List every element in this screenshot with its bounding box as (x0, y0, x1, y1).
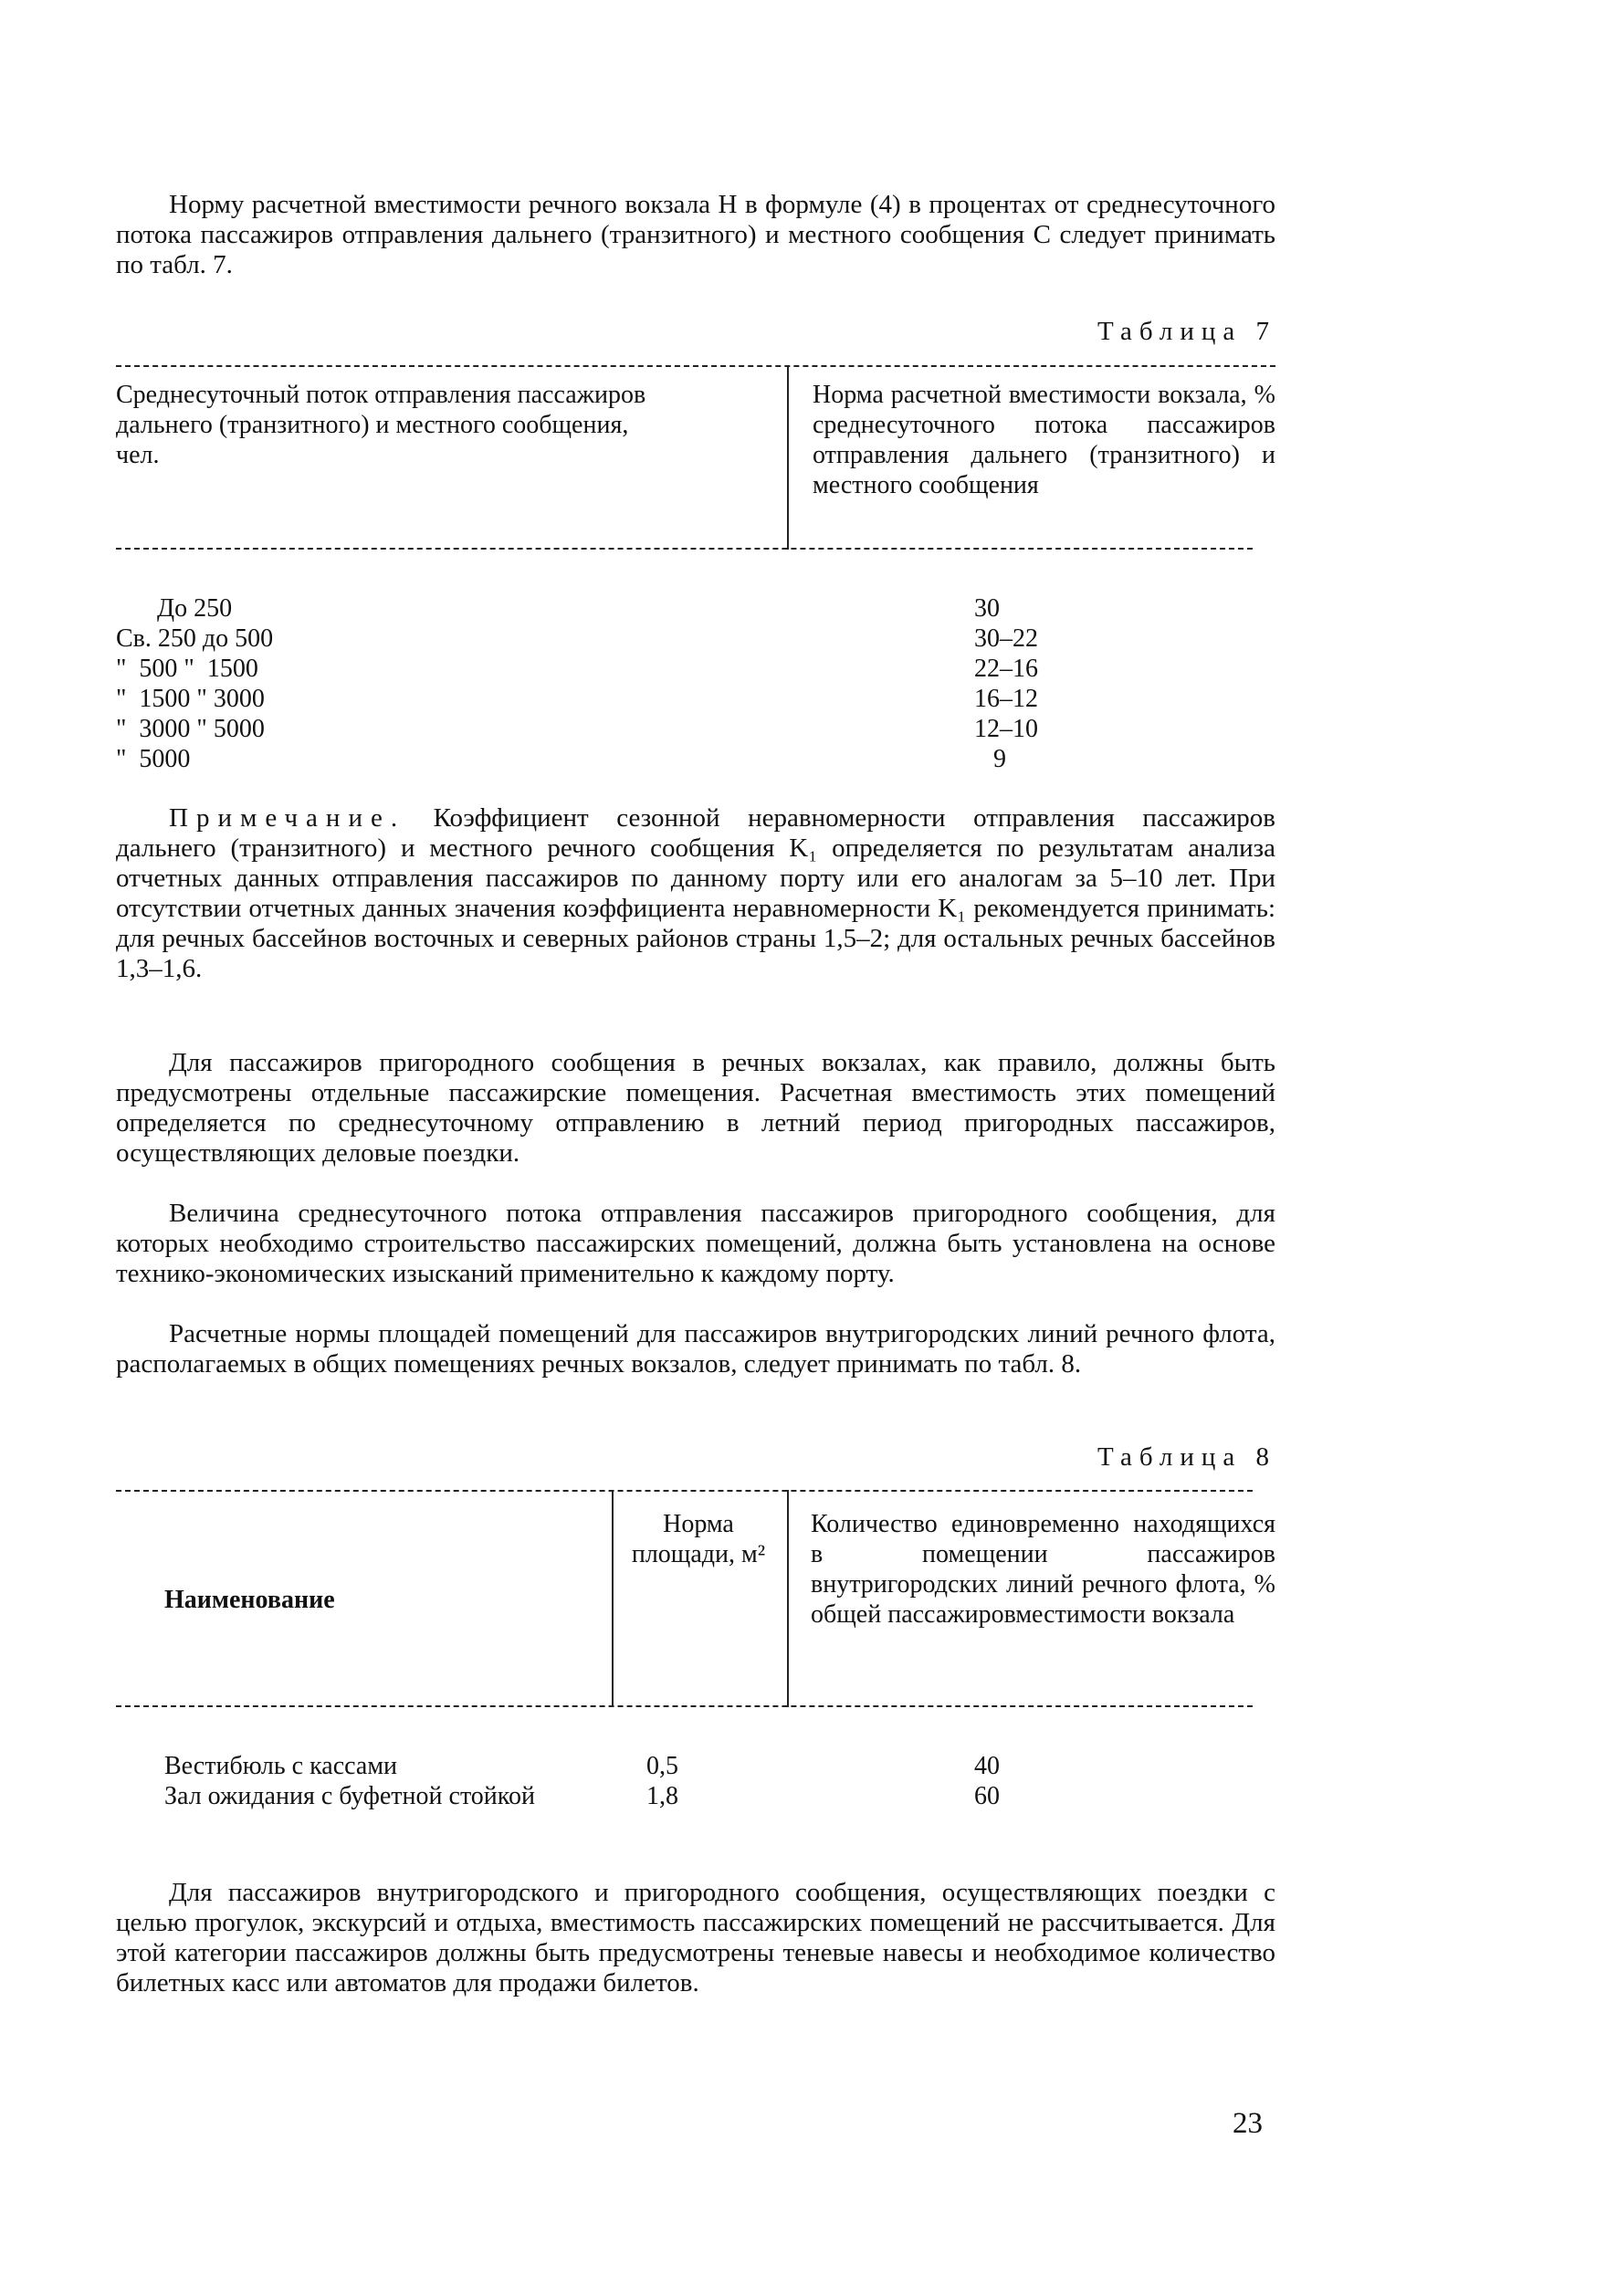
table7-row-norm: 30–22 (974, 624, 1038, 653)
table7-header-col1: Среднесуточный поток отправления пассажиров дальнего (транзитного) и местного сообщения, чел. (116, 381, 646, 469)
table8-column-divider-1 (612, 1490, 614, 1707)
table7-row-range: " 500 " 1500 (116, 655, 258, 683)
table7-row-range: " 3000 " 5000 (116, 715, 265, 743)
table7-row-range: " 1500 " 3000 (116, 685, 265, 713)
note-label: Примечание. (169, 803, 406, 833)
table8-top-rule (116, 1490, 1253, 1492)
intro-paragraph: Норму расчетной вместимости речного вокзала H в формуле (4) в процентах от среднесуточного потока пассажиров отправления дальнего (транзитного) и местного сообщения C следует принимать по табл. 7. (116, 190, 1275, 279)
table7-header-col2: Норма расчетной вместимости вокзала, % среднесуточного потока пассажиров отправления дальнего (транзитного) и местного сообщения (813, 381, 1275, 499)
note-text: Коэффициент сезонной неравномерности отправления пассажиров дальнего (транзитного) и местного речного сообщения K₁ определяется по результатам анализа отчетных данных отправления пассажиров по данному порту или его аналогам за 5–10 лет. При отсутствии отчетных данных значения коэффициента неравномерности K₁ рекомендуется принимать: для речных бассейнов восточных и северных районов страны 1,5–2; для остальных речных бассейнов 1,3–1,6. (116, 803, 1276, 983)
table7-row-range: " 5000 (116, 745, 191, 773)
table7-row-norm: 9 (993, 745, 1006, 773)
body-paragraph: Величина среднесуточного потока отправления пассажиров пригородного сообщения, для которых необходимо строительство пассажирских помещений, должна быть установлена на основе технико-экономических изысканий применительно к каждому порту. (116, 1199, 1275, 1288)
table8-caption: Таблица 8 (1097, 1442, 1276, 1472)
table8-row-area: 0,5 (646, 1752, 678, 1780)
table8-column-divider-2 (787, 1490, 789, 1707)
table7-row-norm: 22–16 (974, 655, 1038, 683)
table7-caption: Таблица 7 (1097, 317, 1276, 346)
table8-row-area: 1,8 (646, 1782, 678, 1810)
table8-header-rule (116, 1705, 1253, 1707)
body-paragraph: Для пассажиров пригородного сообщения в речных вокзалах, как правило, должны быть предусмотрены отдельные пассажирские помещения. Расчетная вместимость этих помещений определяется по среднесуточному отправлению в летний период пригородных пассажиров, осуществляющих деловые поездки. (116, 1048, 1275, 1168)
table8-row-share: 60 (974, 1782, 1000, 1810)
table8-header-col3: Количество единовременно находящихся в помещении пассажиров внутригородских линий речного флота, % общей пассажировместимости вокзала (811, 1510, 1275, 1629)
table7-row-range: До 250 (157, 594, 233, 623)
note-paragraph (116, 803, 1275, 984)
table7-row-range: Св. 250 до 500 (116, 624, 274, 653)
final-paragraph: Для пассажиров внутригородского и пригородного сообщения, осуществляющих поездки с целью прогулок, экскурсий и отдыха, вместимость пассажирских помещений не рассчитывается. Для этой категории пассажиров должны быть предусмотрены теневые навесы и необходимое количество билетных касс или автоматов для продажи билетов. (116, 1878, 1275, 1997)
table7-header-rule (116, 548, 1253, 550)
table7-row-norm: 12–10 (974, 715, 1038, 743)
page-number: 23 (1233, 2107, 1263, 2140)
table8-header-col2: Норма площади, м² (631, 1510, 766, 1568)
table8-row-share: 40 (974, 1752, 1000, 1780)
table7-column-divider (787, 365, 789, 550)
table8-row-name: Вестибюль с кассами (164, 1752, 398, 1780)
table8-row-name: Зал ожидания с буфетной стойкой (164, 1782, 535, 1810)
table7-row-norm: 30 (974, 594, 1000, 623)
table7-top-rule (116, 365, 1275, 367)
table7-row-norm: 16–12 (974, 685, 1038, 713)
body-paragraph: Расчетные нормы площадей помещений для пассажиров внутригородских линий речного флота, располагаемых в общих помещениях речных вокзалов, следует принимать по табл. 8. (116, 1319, 1275, 1379)
table8-header-col1: Наименование (164, 1586, 335, 1614)
